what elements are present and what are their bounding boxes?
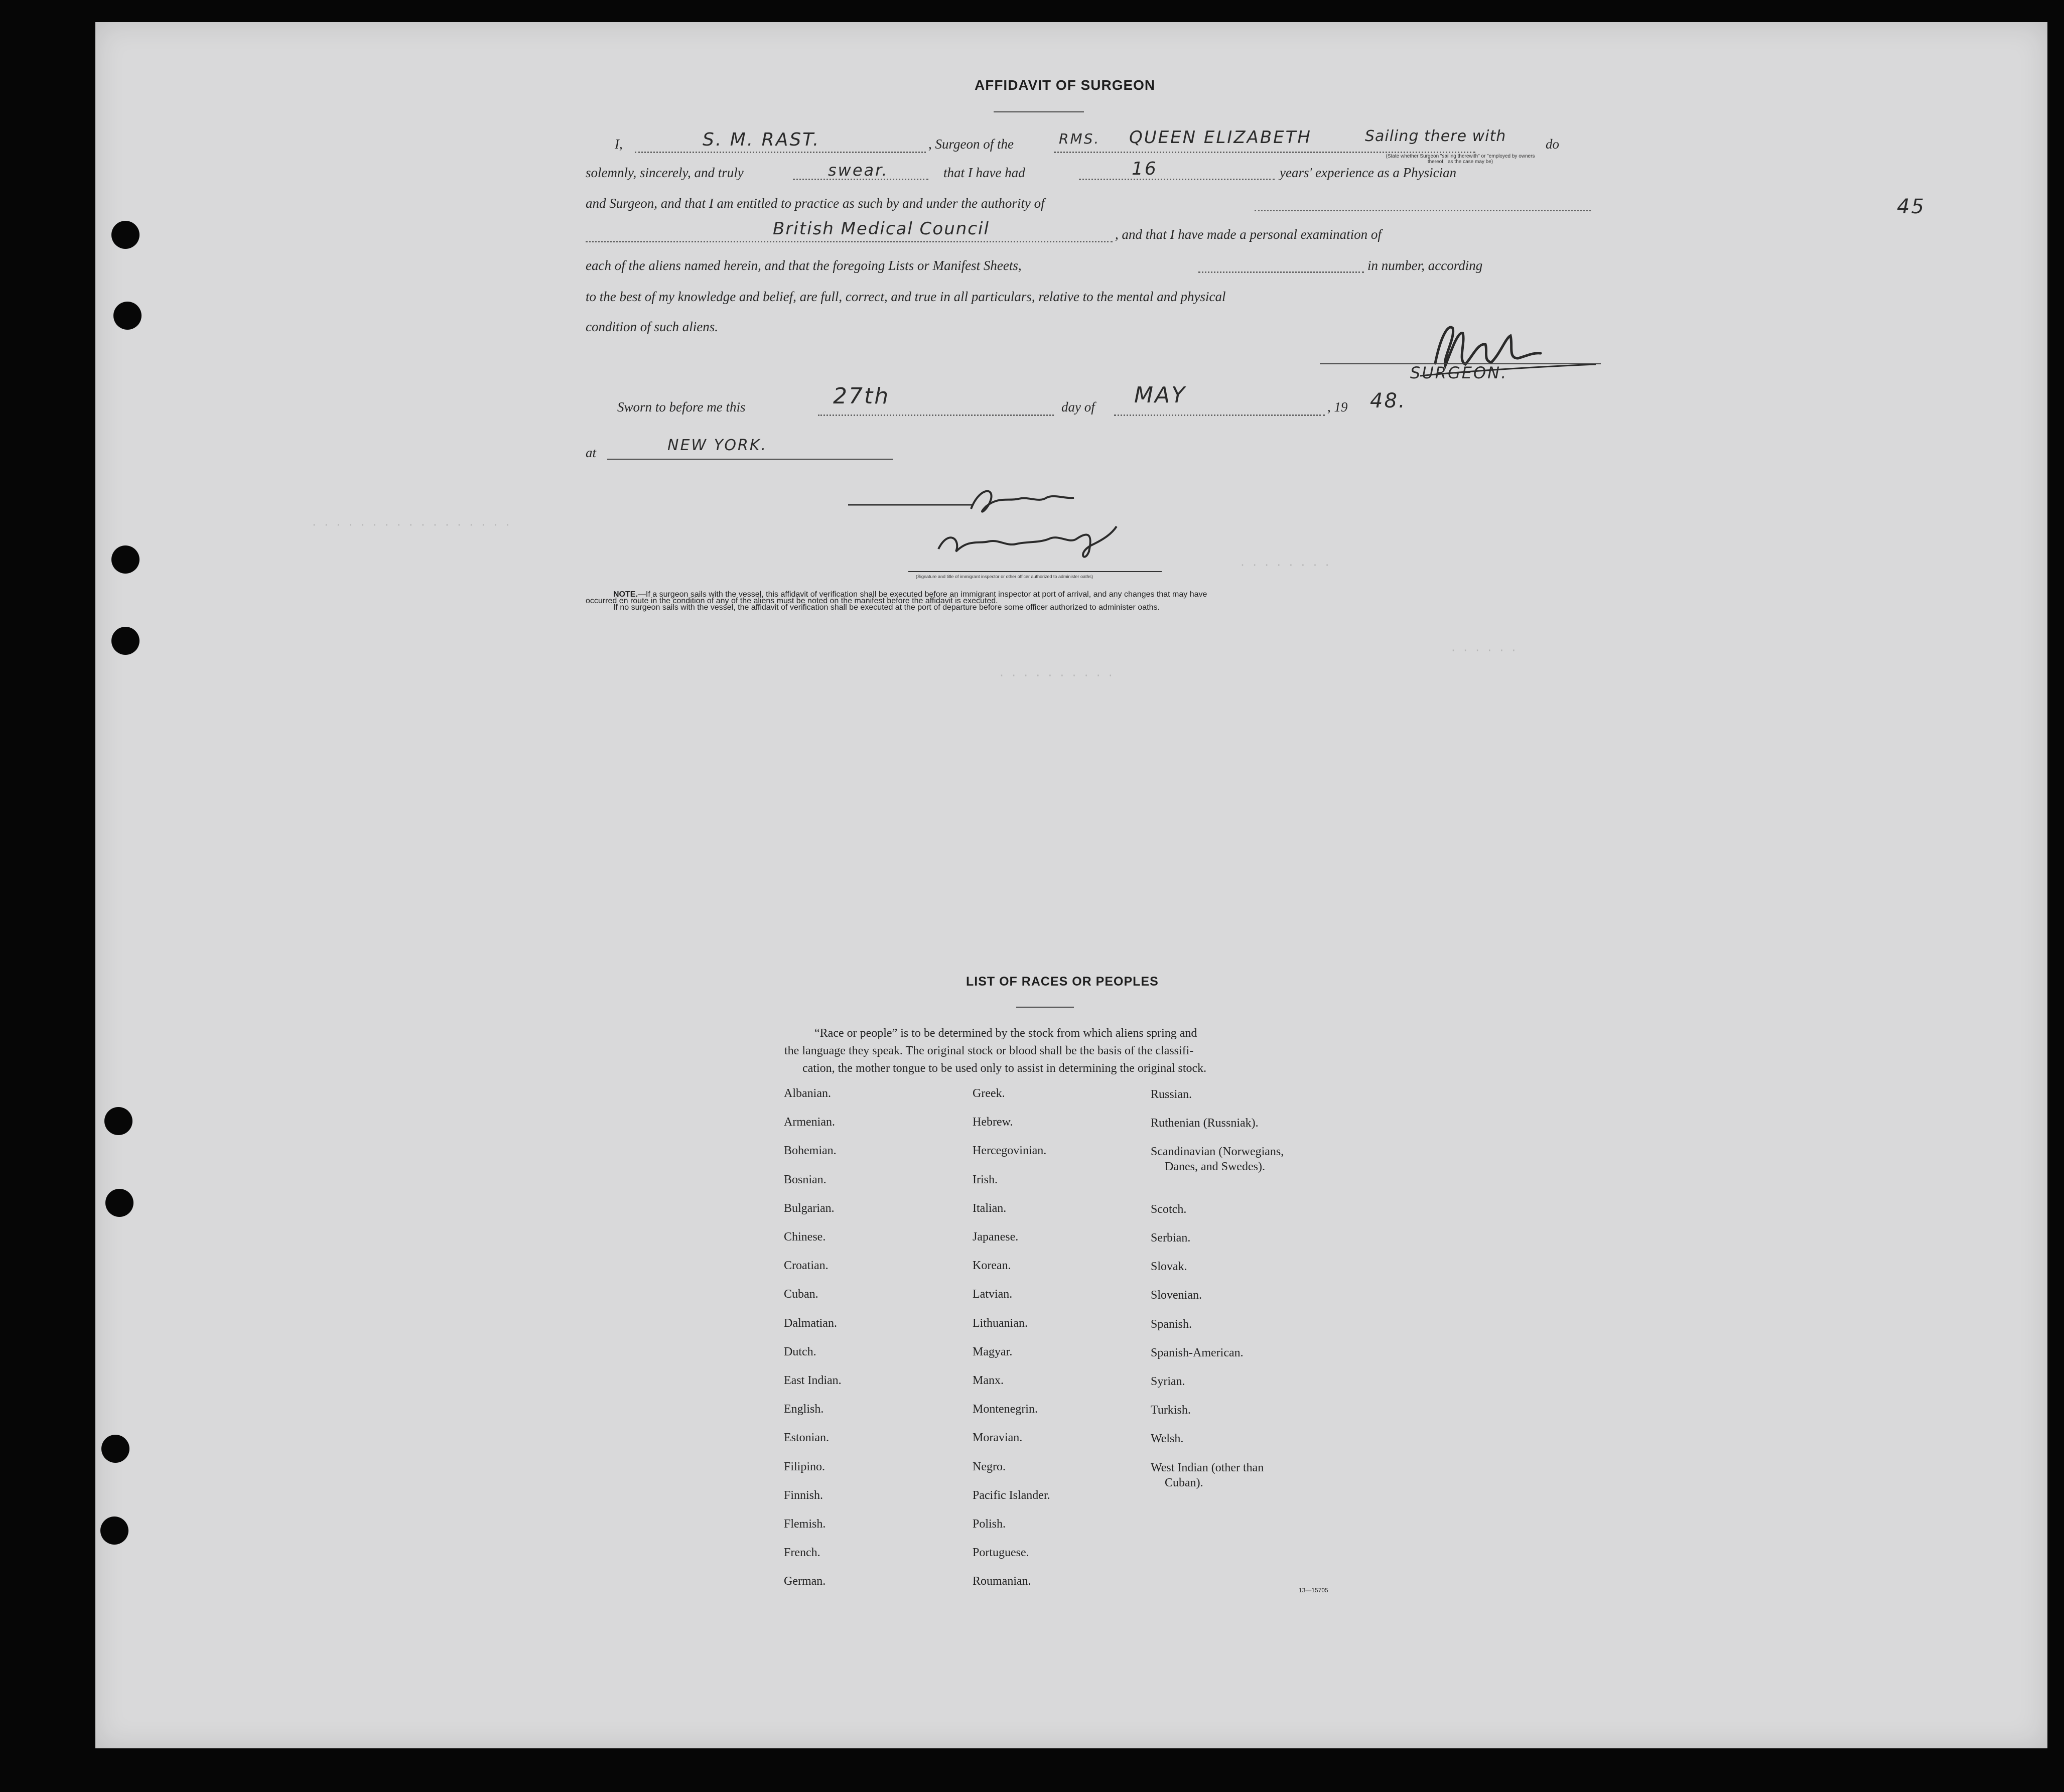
document-page — [95, 22, 2047, 1748]
note-label: NOTE. — [613, 590, 638, 599]
affidavit-text: and Surgeon, and that I am entitled to practice as such by and under the authority of — [586, 196, 1045, 211]
bleed-through-text: · · · · · · · · — [1240, 559, 1330, 571]
race-item: Irish. — [973, 1173, 998, 1186]
affidavit-text: , and that I have made a personal examination of — [1115, 227, 1382, 242]
vessel-name: QUEEN ELIZABETH — [1129, 127, 1312, 148]
note-line-2: occurred en route in the condition of any of the aliens must be noted on the manifest before the affidavit is executed. — [586, 597, 998, 605]
race-item — [1151, 1288, 1202, 1303]
race-item: Roumanian. — [973, 1575, 1031, 1588]
race-item-line-2: Cuban). — [1165, 1476, 1203, 1489]
sheets-count-line — [1198, 271, 1364, 273]
races-intro-line-2: the language they speak. The original stock or blood shall be the basis of the classifi- — [784, 1044, 1194, 1057]
race-item: Portuguese. — [973, 1546, 1029, 1560]
race-item: German. — [784, 1575, 826, 1588]
race-item — [1151, 1374, 1185, 1389]
race-item — [1151, 1087, 1192, 1102]
sworn-year: 48. — [1370, 389, 1407, 412]
affidavit-text: Sworn to before me this — [617, 399, 746, 415]
surgeon-name-line — [635, 152, 926, 153]
affidavit-text: do — [1546, 136, 1559, 152]
surgeon-title: SURGEON. — [1410, 363, 1508, 382]
race-item-line-1: Slovenian. — [1151, 1289, 1202, 1302]
race-item: Dutch. — [784, 1345, 816, 1358]
surgeon-name: S. M. RAST. — [703, 129, 820, 150]
note — [586, 591, 1207, 611]
race-item: Hercegovinian. — [973, 1144, 1047, 1158]
form-code: 13—15705 — [1299, 1587, 1328, 1594]
sworn-month-line — [1114, 415, 1325, 416]
bleed-through-text: · · · · · · — [1450, 644, 1517, 656]
inspector-signature-note: (Signature and title of immigrant inspector or other officer authorized to administer oaths) — [916, 574, 1093, 579]
race-item: Filipino. — [784, 1460, 825, 1473]
race-item: Albanian. — [784, 1087, 831, 1100]
race-item-line-1: West Indian (other than — [1151, 1461, 1264, 1474]
race-item-line-1: Spanish. — [1151, 1317, 1192, 1331]
race-item-line-1: Ruthenian (Russniak). — [1151, 1117, 1259, 1130]
state-whether-note: (State whether Surgeon "sailing therewith" or "employed by owners thereof," as the case may be) — [1386, 154, 1535, 165]
binder-hole — [101, 1435, 129, 1463]
race-item — [1151, 1116, 1259, 1131]
race-item — [1151, 1259, 1187, 1274]
race-item — [1151, 1403, 1191, 1418]
race-item: Cuban. — [784, 1288, 818, 1301]
binder-hole — [105, 1189, 133, 1217]
race-item-line-2: Danes, and Swedes). — [1165, 1160, 1265, 1174]
race-item: Dalmatian. — [784, 1316, 837, 1330]
race-item — [1151, 1144, 1284, 1174]
sworn-place: NEW YORK. — [667, 437, 768, 454]
race-item-line-1: Turkish. — [1151, 1404, 1191, 1417]
affidavit-text: years' experience as a Physician — [1280, 165, 1457, 180]
race-item: Estonian. — [784, 1431, 829, 1445]
sworn-day-line — [818, 415, 1054, 416]
race-item — [1151, 1460, 1264, 1490]
inspector-signature — [848, 469, 1199, 584]
race-item-line-1: Scotch. — [1151, 1202, 1187, 1216]
affidavit-text: solemnly, sincerely, and truly — [586, 165, 744, 180]
authority-line-2 — [586, 241, 1113, 242]
authority: British Medical Council — [773, 219, 990, 239]
races-intro — [784, 1025, 1336, 1077]
race-item — [1151, 1431, 1183, 1446]
race-item: Polish. — [973, 1518, 1006, 1531]
race-item: French. — [784, 1546, 820, 1560]
race-item-line-1: Spanish-American. — [1151, 1346, 1244, 1359]
race-item: Bulgarian. — [784, 1201, 835, 1215]
binder-hole — [100, 1517, 128, 1545]
race-item: Latvian. — [973, 1288, 1013, 1301]
vessel-line — [1054, 152, 1475, 153]
race-item-line-1: Scandinavian (Norwegians, — [1151, 1145, 1284, 1159]
race-item: Croatian. — [784, 1259, 829, 1273]
title-underline — [994, 111, 1084, 112]
race-item: Bosnian. — [784, 1173, 827, 1186]
race-item: Manx. — [973, 1374, 1004, 1387]
race-item: Bohemian. — [784, 1144, 837, 1158]
race-item: East Indian. — [784, 1374, 842, 1387]
races-title: LIST OF RACES OR PEOPLES — [966, 975, 1159, 989]
race-item: Korean. — [973, 1259, 1011, 1273]
sworn-day: 27th — [833, 383, 890, 409]
affidavit-text: at — [586, 445, 597, 460]
race-item: Japanese. — [973, 1230, 1019, 1244]
race-item: Negro. — [973, 1460, 1006, 1473]
affidavit-text: , 19 — [1327, 399, 1348, 415]
race-item: Magyar. — [973, 1345, 1013, 1358]
race-item-line-1: Russian. — [1151, 1088, 1192, 1101]
race-item: Chinese. — [784, 1230, 826, 1244]
races-title-underline — [1016, 1007, 1074, 1008]
race-item — [1151, 1230, 1190, 1246]
race-item-line-1: Welsh. — [1151, 1432, 1184, 1446]
race-item — [1151, 1317, 1192, 1332]
race-item: Greek. — [973, 1087, 1005, 1100]
sworn-month: MAY — [1134, 382, 1186, 408]
races-intro-line-1: “Race or people” is to be determined by the stock from which aliens spring and — [814, 1027, 1197, 1040]
sailing-status: Sailing there with — [1365, 127, 1506, 145]
race-item: Montenegrin. — [973, 1403, 1038, 1416]
affidavit-text: condition of such aliens. — [586, 319, 718, 334]
race-item: Italian. — [973, 1201, 1007, 1215]
race-item: Lithuanian. — [973, 1316, 1028, 1330]
race-item-line-1: Syrian. — [1151, 1375, 1185, 1388]
affidavit-text: that I have had — [943, 165, 1025, 180]
races-intro-line-3: cation, the mother tongue to be used only to assist in determining the original stock. — [802, 1062, 1207, 1075]
race-item: Hebrew. — [973, 1116, 1013, 1129]
page-number: 45 — [1897, 195, 1925, 218]
binder-hole — [111, 545, 140, 574]
affidavit-title: AFFIDAVIT OF SURGEON — [975, 77, 1156, 93]
race-item: Pacific Islander. — [973, 1488, 1050, 1502]
place-line — [607, 459, 893, 460]
race-item: Finnish. — [784, 1488, 823, 1502]
affidavit-text: in number, according — [1367, 258, 1483, 273]
race-item: Armenian. — [784, 1116, 835, 1129]
binder-hole — [111, 627, 140, 655]
race-item-line-1: Serbian. — [1151, 1231, 1191, 1245]
affidavit-text: I, — [615, 136, 623, 152]
authority-line-1 — [1255, 210, 1591, 211]
binder-hole — [113, 302, 142, 330]
bleed-through-text: · · · · · · · · · · — [999, 669, 1114, 681]
bleed-through-text: · · · · · · · · · · · · · · · · · — [311, 519, 511, 531]
binder-hole — [111, 221, 140, 249]
years-line — [1079, 179, 1275, 180]
years: 16 — [1132, 159, 1158, 179]
note-line-1: —If a surgeon sails with the vessel, this affidavit of verification shall be executed before an immigrant inspector at port of arrival, and any changes that may have — [637, 590, 1207, 599]
note-line-3: If no surgeon sails with the vessel, the affidavit of verification shall be executed at the port of departure before some officer authorized to administer oaths. — [613, 603, 1160, 612]
race-item-line-1: Slovak. — [1151, 1260, 1187, 1274]
affidavit-text: day of — [1061, 399, 1095, 415]
race-item: English. — [784, 1403, 824, 1416]
affidavit-text: each of the aliens named herein, and that the foregoing Lists or Manifest Sheets, — [586, 258, 1022, 273]
binder-hole — [104, 1107, 132, 1135]
race-item — [1151, 1202, 1186, 1217]
race-item: Flemish. — [784, 1518, 826, 1531]
vessel-prefix: RMS. — [1059, 130, 1100, 147]
race-item — [1151, 1345, 1244, 1360]
affidavit-text: to the best of my knowledge and belief, are full, correct, and true in all particulars, relative to the mental and physical — [586, 289, 1226, 304]
oath: swear. — [828, 161, 889, 180]
race-item: Moravian. — [973, 1431, 1023, 1445]
affidavit-text: , Surgeon of the — [928, 136, 1014, 152]
